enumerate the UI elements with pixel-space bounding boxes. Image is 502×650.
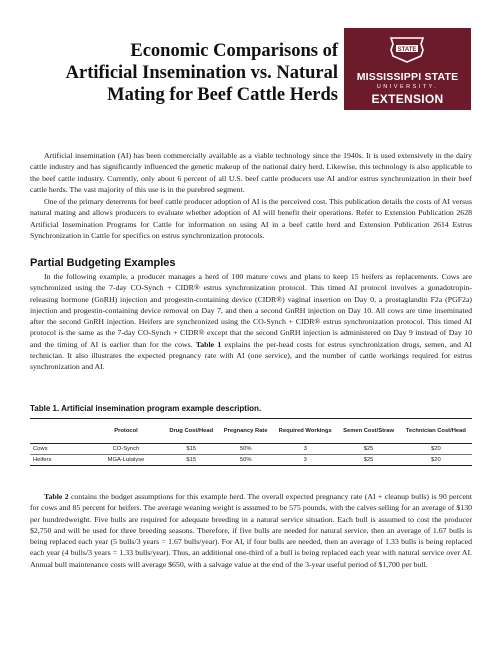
table2-paragraph [30, 491, 472, 570]
cell-cattle-type: Heifers [30, 455, 88, 466]
header-required-workings: Required Workings [273, 419, 338, 444]
cell-pregnancy-rate: 50% [218, 444, 272, 455]
intro-paragraph-1: Artificial insemination (AI) has been commercially available as a viable technology since the 1940s. It is used extensively in the dairy cattle industry and has significantly influenced the genetic makeup of the national dairy herd. Likewise, this technology is also applicable to the beef cattle industry. Currently, only about 6 percent of all U.S. beef cattle producers use AI and/or estrus synchronization in their beef cattle herds. The vast majority of this use is in the purebred segment. [30, 151, 472, 194]
header-semen-cost: Semen Cost/Straw [337, 419, 399, 444]
logo-university-label: UNIVERSITY. [376, 84, 439, 90]
cell-drug-cost: $15 [164, 455, 218, 466]
seal-text: STATE [397, 46, 417, 53]
intro-paragraph-2: One of the primary deterrents for beef cattle producer adoption of AI is the perceived cost. This publication details the costs of AI versus natural mating and allows producers to evaluate whether adoption of AI will benefit their operations. Refer to Extension Publication 2628 Artificial Insemination Programs for Cattle for information on using AI in a beef cattle herd and Extension Publication 2614 Estrus Synchronization in Cattle for specifics on estrus synchronization protocols. [30, 197, 472, 240]
page-title [30, 40, 338, 106]
header-blank [30, 419, 88, 444]
header-technician-cost: Technician Cost/Head [400, 419, 472, 444]
state-seal-icon [388, 34, 426, 64]
table2-paragraph-text: contains the budget assumptions for this example herd. The overall expected pregnancy rate (AI + cleanup bulls) is 90 percent for cows and 85 percent for heifers. The average weaning weight is assumed to be 575 pounds, with the calves selling for an average of $130 per hundredweight. Five bulls are required for adequate breeding in a natural service situation. Each bull is assumed to cost the producer $2,750 and will be used for three breeding seasons. Therefore, if five bulls are needed for natural service, then an average of 1.67 bulls is being replaced each year (5 bulls/3 years = 1.67 bulls/year). For AI, if four bulls are needed, then an average of 1.33 bulls is being replaced each year (4 bulls/3 years = 1.33 bulls/year). Thus, an additional one-third of a bull is being replaced each year with natural service over AI. Annual bull maintenance costs will average $650, with a salvage value at the end of the 3-year useful period of $1,700 per bull. [30, 492, 472, 569]
cell-semen-cost: $25 [337, 444, 399, 455]
table-header-row [30, 419, 472, 444]
table2-reference: Table 2 [44, 492, 69, 501]
cell-cattle-type: Cows [30, 444, 88, 455]
table1 [30, 418, 472, 466]
cell-semen-cost: $25 [337, 455, 399, 466]
cell-technician-cost: $20 [400, 455, 472, 466]
table1-caption: Table 1. Artificial insemination program example description. [30, 404, 262, 413]
title-line-2: Artificial Insemination vs. Natural [65, 63, 338, 83]
logo-university-name: MISSISSIPPI STATE [356, 71, 459, 83]
logo-extension-label: EXTENSION [371, 92, 444, 106]
cell-pregnancy-rate: 50% [218, 455, 272, 466]
section-heading: Partial Budgeting Examples [30, 257, 176, 269]
title-line-3: Mating for Beef Cattle Herds [107, 85, 338, 105]
section-paragraph-text: In the following example, a producer manages a herd of 100 mature cows and plans to keep 15 heifers as replacements. Cows are synchronized using the 7-day CO-Synch + CIDR® estrus synchronization protocol. This timed AI protocol involves a gonadotropin-releasing hormone (GnRH) injection and progestin-containing device (CIDR®) vaginal insertion on Day 0, a prostaglandin F2a (PGF2a) injection and progestin-containing device removal on Day 7, and then a second GnRH injection on Day 10. All cows are time inseminated after the second GnRH injection. Heifers are synchronized using the CO-Synch + CIDR® estrus synchronization protocol. This timed AI protocol is the same as the 7-day CO-Synch + CIDR® except that the second GnRH injection is administered on Day 9 instead of Day 10 and the timing of AI is earlier than for the cows. [30, 272, 472, 349]
section-paragraph [30, 271, 472, 373]
header-pregnancy-rate: Pregnancy Rate [218, 419, 272, 444]
cell-required-workings: 3 [273, 455, 338, 466]
header-drug-cost: Drug Cost/Head [164, 419, 218, 444]
header-protocol: Protocol [88, 419, 164, 444]
section-paragraph-text-2: explains the per-head costs for estrus synchronization drugs, semen, and AI technician. It also illustrates the expected pregnancy rate with AI (one service), and the number of cattle workings required for estrus synchronization and AI. [30, 339, 472, 372]
cell-drug-cost: $15 [164, 444, 218, 455]
cell-protocol: MGA-Lutalyse [88, 455, 164, 466]
title-line-1: Economic Comparisons of [130, 41, 338, 61]
table-row [30, 455, 472, 466]
table-row [30, 444, 472, 455]
cell-protocol: CO-Synch [88, 444, 164, 455]
cell-technician-cost: $20 [400, 444, 472, 455]
table1-reference: Table 1 [195, 339, 222, 349]
cell-required-workings: 3 [273, 444, 338, 455]
msu-extension-logo [344, 28, 471, 110]
